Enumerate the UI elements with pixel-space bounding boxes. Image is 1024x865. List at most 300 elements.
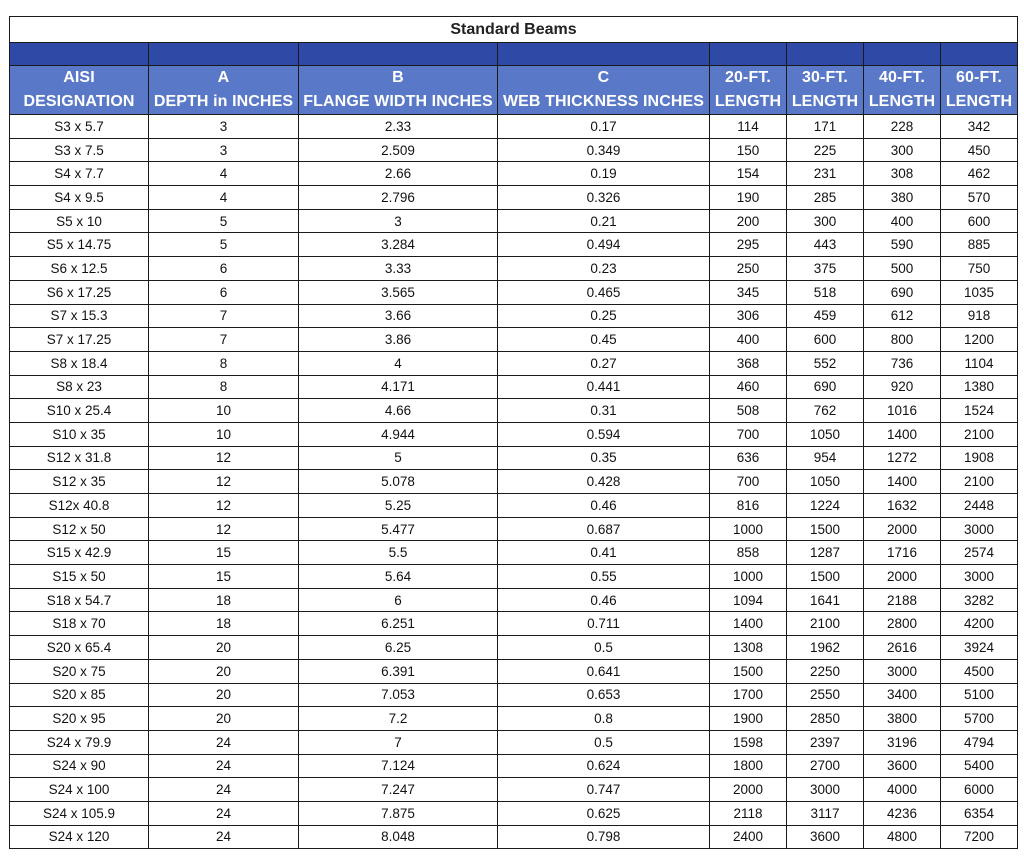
designation-cell: S10 x 35: [10, 422, 149, 446]
col-subheader-length-30: LENGTH: [787, 90, 864, 115]
length-20-cell: 2400: [710, 825, 787, 849]
table-title: Standard Beams: [10, 17, 1018, 43]
length-60-cell: 1908: [941, 446, 1018, 470]
depth-cell: 24: [149, 801, 299, 825]
length-30-cell: 2700: [787, 754, 864, 778]
header-band-cell: [941, 43, 1018, 66]
length-20-cell: 400: [710, 328, 787, 352]
depth-cell: 7: [149, 304, 299, 328]
length-20-cell: 190: [710, 186, 787, 210]
length-30-cell: 2397: [787, 730, 864, 754]
length-20-cell: 1400: [710, 612, 787, 636]
depth-cell: 3: [149, 138, 299, 162]
depth-cell: 24: [149, 730, 299, 754]
table-row: [10, 612, 1018, 636]
col-subheader-web-thickness: WEB THICKNESS INCHES: [498, 90, 710, 115]
table-row: [10, 351, 1018, 375]
length-20-cell: 1000: [710, 565, 787, 589]
depth-cell: 20: [149, 683, 299, 707]
web-thickness-cell: 0.798: [498, 825, 710, 849]
designation-cell: S24 x 79.9: [10, 730, 149, 754]
length-60-cell: 1104: [941, 351, 1018, 375]
length-20-cell: 1000: [710, 517, 787, 541]
length-40-cell: 3800: [864, 707, 941, 731]
beam-rows: [10, 115, 1018, 849]
depth-cell: 10: [149, 422, 299, 446]
flange-width-cell: 5.078: [299, 470, 498, 494]
length-20-cell: 636: [710, 446, 787, 470]
table-row: [10, 280, 1018, 304]
table-row: [10, 375, 1018, 399]
designation-cell: S10 x 25.4: [10, 399, 149, 423]
flange-width-cell: 5.477: [299, 517, 498, 541]
length-40-cell: 500: [864, 257, 941, 281]
designation-cell: S12 x 50: [10, 517, 149, 541]
length-60-cell: 4794: [941, 730, 1018, 754]
length-20-cell: 250: [710, 257, 787, 281]
flange-width-cell: 6.251: [299, 612, 498, 636]
depth-cell: 20: [149, 636, 299, 660]
length-20-cell: 700: [710, 470, 787, 494]
header-band: [10, 43, 1018, 66]
length-60-cell: 3924: [941, 636, 1018, 660]
depth-cell: 6: [149, 280, 299, 304]
web-thickness-cell: 0.35: [498, 446, 710, 470]
web-thickness-cell: 0.19: [498, 162, 710, 186]
col-header-aisi: AISI: [10, 66, 149, 91]
web-thickness-cell: 0.17: [498, 115, 710, 139]
designation-cell: S8 x 18.4: [10, 351, 149, 375]
web-thickness-cell: 0.55: [498, 565, 710, 589]
flange-width-cell: 7.2: [299, 707, 498, 731]
length-60-cell: 4200: [941, 612, 1018, 636]
table-row: [10, 494, 1018, 518]
length-60-cell: 3282: [941, 588, 1018, 612]
length-30-cell: 225: [787, 138, 864, 162]
col-subheader-length-60: LENGTH: [941, 90, 1018, 115]
length-40-cell: 3000: [864, 659, 941, 683]
length-30-cell: 231: [787, 162, 864, 186]
length-30-cell: 762: [787, 399, 864, 423]
web-thickness-cell: 0.23: [498, 257, 710, 281]
flange-width-cell: 7.875: [299, 801, 498, 825]
flange-width-cell: 8.048: [299, 825, 498, 849]
table-row: [10, 209, 1018, 233]
length-40-cell: 1716: [864, 541, 941, 565]
web-thickness-cell: 0.711: [498, 612, 710, 636]
depth-cell: 15: [149, 565, 299, 589]
depth-cell: 12: [149, 446, 299, 470]
length-60-cell: 2574: [941, 541, 1018, 565]
header-band-cell: [498, 43, 710, 66]
depth-cell: 7: [149, 328, 299, 352]
designation-cell: S20 x 75: [10, 659, 149, 683]
flange-width-cell: 3.284: [299, 233, 498, 257]
table-row: [10, 565, 1018, 589]
length-40-cell: 2616: [864, 636, 941, 660]
column-header-row-bottom: [10, 90, 1018, 115]
length-30-cell: 1500: [787, 517, 864, 541]
flange-width-cell: 2.33: [299, 115, 498, 139]
length-30-cell: 552: [787, 351, 864, 375]
flange-width-cell: 3.565: [299, 280, 498, 304]
length-40-cell: 2188: [864, 588, 941, 612]
designation-cell: S3 x 7.5: [10, 138, 149, 162]
web-thickness-cell: 0.41: [498, 541, 710, 565]
col-header-a: A: [149, 66, 299, 91]
length-60-cell: 5700: [941, 707, 1018, 731]
flange-width-cell: 3.86: [299, 328, 498, 352]
length-30-cell: 690: [787, 375, 864, 399]
table-row: [10, 422, 1018, 446]
table-row: [10, 707, 1018, 731]
depth-cell: 18: [149, 612, 299, 636]
length-60-cell: 450: [941, 138, 1018, 162]
depth-cell: 18: [149, 588, 299, 612]
designation-cell: S18 x 54.7: [10, 588, 149, 612]
designation-cell: S24 x 90: [10, 754, 149, 778]
length-30-cell: 1050: [787, 470, 864, 494]
length-20-cell: 858: [710, 541, 787, 565]
web-thickness-cell: 0.326: [498, 186, 710, 210]
depth-cell: 24: [149, 778, 299, 802]
table-row: [10, 730, 1018, 754]
flange-width-cell: 5.5: [299, 541, 498, 565]
web-thickness-cell: 0.625: [498, 801, 710, 825]
designation-cell: S8 x 23: [10, 375, 149, 399]
web-thickness-cell: 0.31: [498, 399, 710, 423]
length-40-cell: 1400: [864, 422, 941, 446]
table-row: [10, 754, 1018, 778]
length-60-cell: 342: [941, 115, 1018, 139]
web-thickness-cell: 0.653: [498, 683, 710, 707]
depth-cell: 3: [149, 115, 299, 139]
web-thickness-cell: 0.45: [498, 328, 710, 352]
flange-width-cell: 2.796: [299, 186, 498, 210]
length-40-cell: 380: [864, 186, 941, 210]
length-60-cell: 1035: [941, 280, 1018, 304]
table-row: [10, 588, 1018, 612]
length-30-cell: 2850: [787, 707, 864, 731]
table-row: [10, 138, 1018, 162]
col-subheader-depth: DEPTH in INCHES: [149, 90, 299, 115]
length-30-cell: 375: [787, 257, 864, 281]
web-thickness-cell: 0.8: [498, 707, 710, 731]
table-row: [10, 233, 1018, 257]
standard-beams-table-wrapper: [9, 16, 1017, 849]
length-60-cell: 2100: [941, 422, 1018, 446]
length-40-cell: 228: [864, 115, 941, 139]
length-40-cell: 590: [864, 233, 941, 257]
flange-width-cell: 2.509: [299, 138, 498, 162]
web-thickness-cell: 0.428: [498, 470, 710, 494]
length-20-cell: 368: [710, 351, 787, 375]
length-20-cell: 816: [710, 494, 787, 518]
flange-width-cell: 3: [299, 209, 498, 233]
depth-cell: 15: [149, 541, 299, 565]
web-thickness-cell: 0.5: [498, 636, 710, 660]
header-band-cell: [10, 43, 149, 66]
designation-cell: S6 x 17.25: [10, 280, 149, 304]
col-header-30ft: 30-FT.: [787, 66, 864, 91]
depth-cell: 12: [149, 517, 299, 541]
depth-cell: 6: [149, 257, 299, 281]
depth-cell: 12: [149, 494, 299, 518]
table-row: [10, 683, 1018, 707]
designation-cell: S5 x 14.75: [10, 233, 149, 257]
length-30-cell: 518: [787, 280, 864, 304]
length-40-cell: 308: [864, 162, 941, 186]
length-40-cell: 3400: [864, 683, 941, 707]
flange-width-cell: 3.33: [299, 257, 498, 281]
table-row: [10, 470, 1018, 494]
header-band-cell: [149, 43, 299, 66]
flange-width-cell: 5.25: [299, 494, 498, 518]
length-20-cell: 508: [710, 399, 787, 423]
table-row: [10, 399, 1018, 423]
depth-cell: 8: [149, 351, 299, 375]
length-20-cell: 345: [710, 280, 787, 304]
table-row: [10, 541, 1018, 565]
depth-cell: 24: [149, 825, 299, 849]
length-30-cell: 2100: [787, 612, 864, 636]
designation-cell: S5 x 10: [10, 209, 149, 233]
length-40-cell: 4800: [864, 825, 941, 849]
length-60-cell: 5100: [941, 683, 1018, 707]
length-40-cell: 3196: [864, 730, 941, 754]
table-row: [10, 659, 1018, 683]
length-30-cell: 600: [787, 328, 864, 352]
table-row: [10, 162, 1018, 186]
length-40-cell: 2000: [864, 565, 941, 589]
web-thickness-cell: 0.349: [498, 138, 710, 162]
col-header-60ft: 60-FT.: [941, 66, 1018, 91]
designation-cell: S20 x 85: [10, 683, 149, 707]
length-60-cell: 2448: [941, 494, 1018, 518]
length-30-cell: 3117: [787, 801, 864, 825]
length-40-cell: 736: [864, 351, 941, 375]
web-thickness-cell: 0.747: [498, 778, 710, 802]
depth-cell: 20: [149, 659, 299, 683]
web-thickness-cell: 0.5: [498, 730, 710, 754]
table-row: [10, 636, 1018, 660]
depth-cell: 5: [149, 209, 299, 233]
table-row: [10, 328, 1018, 352]
table-row: [10, 778, 1018, 802]
flange-width-cell: 6: [299, 588, 498, 612]
designation-cell: S20 x 65.4: [10, 636, 149, 660]
length-60-cell: 570: [941, 186, 1018, 210]
flange-width-cell: 4: [299, 351, 498, 375]
table-row: [10, 825, 1018, 849]
web-thickness-cell: 0.25: [498, 304, 710, 328]
flange-width-cell: 6.25: [299, 636, 498, 660]
length-60-cell: 462: [941, 162, 1018, 186]
length-20-cell: 306: [710, 304, 787, 328]
designation-cell: S15 x 50: [10, 565, 149, 589]
length-30-cell: 443: [787, 233, 864, 257]
flange-width-cell: 7: [299, 730, 498, 754]
web-thickness-cell: 0.21: [498, 209, 710, 233]
header-band-cell: [787, 43, 864, 66]
col-header-20ft: 20-FT.: [710, 66, 787, 91]
web-thickness-cell: 0.46: [498, 588, 710, 612]
length-60-cell: 6354: [941, 801, 1018, 825]
designation-cell: S6 x 12.5: [10, 257, 149, 281]
length-60-cell: 5400: [941, 754, 1018, 778]
web-thickness-cell: 0.594: [498, 422, 710, 446]
table-row: [10, 115, 1018, 139]
designation-cell: S7 x 17.25: [10, 328, 149, 352]
designation-cell: S12x 40.8: [10, 494, 149, 518]
designation-cell: S12 x 31.8: [10, 446, 149, 470]
length-60-cell: 3000: [941, 517, 1018, 541]
length-30-cell: 300: [787, 209, 864, 233]
length-40-cell: 300: [864, 138, 941, 162]
length-60-cell: 1200: [941, 328, 1018, 352]
length-40-cell: 1632: [864, 494, 941, 518]
length-30-cell: 3600: [787, 825, 864, 849]
table-row: [10, 446, 1018, 470]
web-thickness-cell: 0.624: [498, 754, 710, 778]
length-60-cell: 3000: [941, 565, 1018, 589]
web-thickness-cell: 0.27: [498, 351, 710, 375]
designation-cell: S3 x 5.7: [10, 115, 149, 139]
col-subheader-flange-width: FLANGE WIDTH INCHES: [299, 90, 498, 115]
depth-cell: 5: [149, 233, 299, 257]
length-20-cell: 700: [710, 422, 787, 446]
length-60-cell: 7200: [941, 825, 1018, 849]
designation-cell: S24 x 105.9: [10, 801, 149, 825]
length-30-cell: 2250: [787, 659, 864, 683]
depth-cell: 10: [149, 399, 299, 423]
web-thickness-cell: 0.46: [498, 494, 710, 518]
col-subheader-designation: DESIGNATION: [10, 90, 149, 115]
length-30-cell: 1962: [787, 636, 864, 660]
length-60-cell: 2100: [941, 470, 1018, 494]
length-20-cell: 150: [710, 138, 787, 162]
flange-width-cell: 5: [299, 446, 498, 470]
length-40-cell: 4236: [864, 801, 941, 825]
web-thickness-cell: 0.687: [498, 517, 710, 541]
length-60-cell: 1524: [941, 399, 1018, 423]
length-60-cell: 600: [941, 209, 1018, 233]
length-30-cell: 285: [787, 186, 864, 210]
depth-cell: 24: [149, 754, 299, 778]
length-20-cell: 1900: [710, 707, 787, 731]
length-20-cell: 2000: [710, 778, 787, 802]
length-60-cell: 918: [941, 304, 1018, 328]
flange-width-cell: 4.171: [299, 375, 498, 399]
length-20-cell: 1094: [710, 588, 787, 612]
length-20-cell: 114: [710, 115, 787, 139]
table-row: [10, 304, 1018, 328]
length-30-cell: 2550: [787, 683, 864, 707]
length-40-cell: 2800: [864, 612, 941, 636]
col-subheader-length-40: LENGTH: [864, 90, 941, 115]
col-subheader-length-20: LENGTH: [710, 90, 787, 115]
length-20-cell: 200: [710, 209, 787, 233]
length-40-cell: 3600: [864, 754, 941, 778]
header-band-cell: [299, 43, 498, 66]
depth-cell: 4: [149, 162, 299, 186]
length-30-cell: 3000: [787, 778, 864, 802]
col-header-b: B: [299, 66, 498, 91]
flange-width-cell: 4.944: [299, 422, 498, 446]
length-40-cell: 4000: [864, 778, 941, 802]
header-band-cell: [710, 43, 787, 66]
designation-cell: S15 x 42.9: [10, 541, 149, 565]
length-30-cell: 1224: [787, 494, 864, 518]
designation-cell: S24 x 100: [10, 778, 149, 802]
table-row: [10, 186, 1018, 210]
length-40-cell: 2000: [864, 517, 941, 541]
flange-width-cell: 7.053: [299, 683, 498, 707]
length-40-cell: 1272: [864, 446, 941, 470]
designation-cell: S18 x 70: [10, 612, 149, 636]
flange-width-cell: 6.391: [299, 659, 498, 683]
length-60-cell: 6000: [941, 778, 1018, 802]
depth-cell: 20: [149, 707, 299, 731]
web-thickness-cell: 0.494: [498, 233, 710, 257]
col-header-c: C: [498, 66, 710, 91]
length-20-cell: 1308: [710, 636, 787, 660]
designation-cell: S4 x 9.5: [10, 186, 149, 210]
table-row: [10, 801, 1018, 825]
length-60-cell: 750: [941, 257, 1018, 281]
flange-width-cell: 2.66: [299, 162, 498, 186]
length-30-cell: 1500: [787, 565, 864, 589]
header-band-cell: [864, 43, 941, 66]
length-30-cell: 171: [787, 115, 864, 139]
designation-cell: S24 x 120: [10, 825, 149, 849]
length-40-cell: 400: [864, 209, 941, 233]
designation-cell: S7 x 15.3: [10, 304, 149, 328]
length-40-cell: 800: [864, 328, 941, 352]
designation-cell: S20 x 95: [10, 707, 149, 731]
web-thickness-cell: 0.465: [498, 280, 710, 304]
length-40-cell: 690: [864, 280, 941, 304]
length-20-cell: 154: [710, 162, 787, 186]
length-60-cell: 4500: [941, 659, 1018, 683]
length-40-cell: 612: [864, 304, 941, 328]
flange-width-cell: 7.247: [299, 778, 498, 802]
column-header-row-top: [10, 66, 1018, 91]
flange-width-cell: 3.66: [299, 304, 498, 328]
length-30-cell: 1050: [787, 422, 864, 446]
flange-width-cell: 4.66: [299, 399, 498, 423]
length-30-cell: 459: [787, 304, 864, 328]
table-row: [10, 257, 1018, 281]
length-40-cell: 1016: [864, 399, 941, 423]
length-20-cell: 460: [710, 375, 787, 399]
designation-cell: S4 x 7.7: [10, 162, 149, 186]
designation-cell: S12 x 35: [10, 470, 149, 494]
length-40-cell: 1400: [864, 470, 941, 494]
web-thickness-cell: 0.441: [498, 375, 710, 399]
flange-width-cell: 7.124: [299, 754, 498, 778]
length-20-cell: 1700: [710, 683, 787, 707]
flange-width-cell: 5.64: [299, 565, 498, 589]
length-20-cell: 1598: [710, 730, 787, 754]
web-thickness-cell: 0.641: [498, 659, 710, 683]
depth-cell: 8: [149, 375, 299, 399]
length-60-cell: 885: [941, 233, 1018, 257]
depth-cell: 12: [149, 470, 299, 494]
col-header-40ft: 40-FT.: [864, 66, 941, 91]
length-30-cell: 1287: [787, 541, 864, 565]
length-60-cell: 1380: [941, 375, 1018, 399]
